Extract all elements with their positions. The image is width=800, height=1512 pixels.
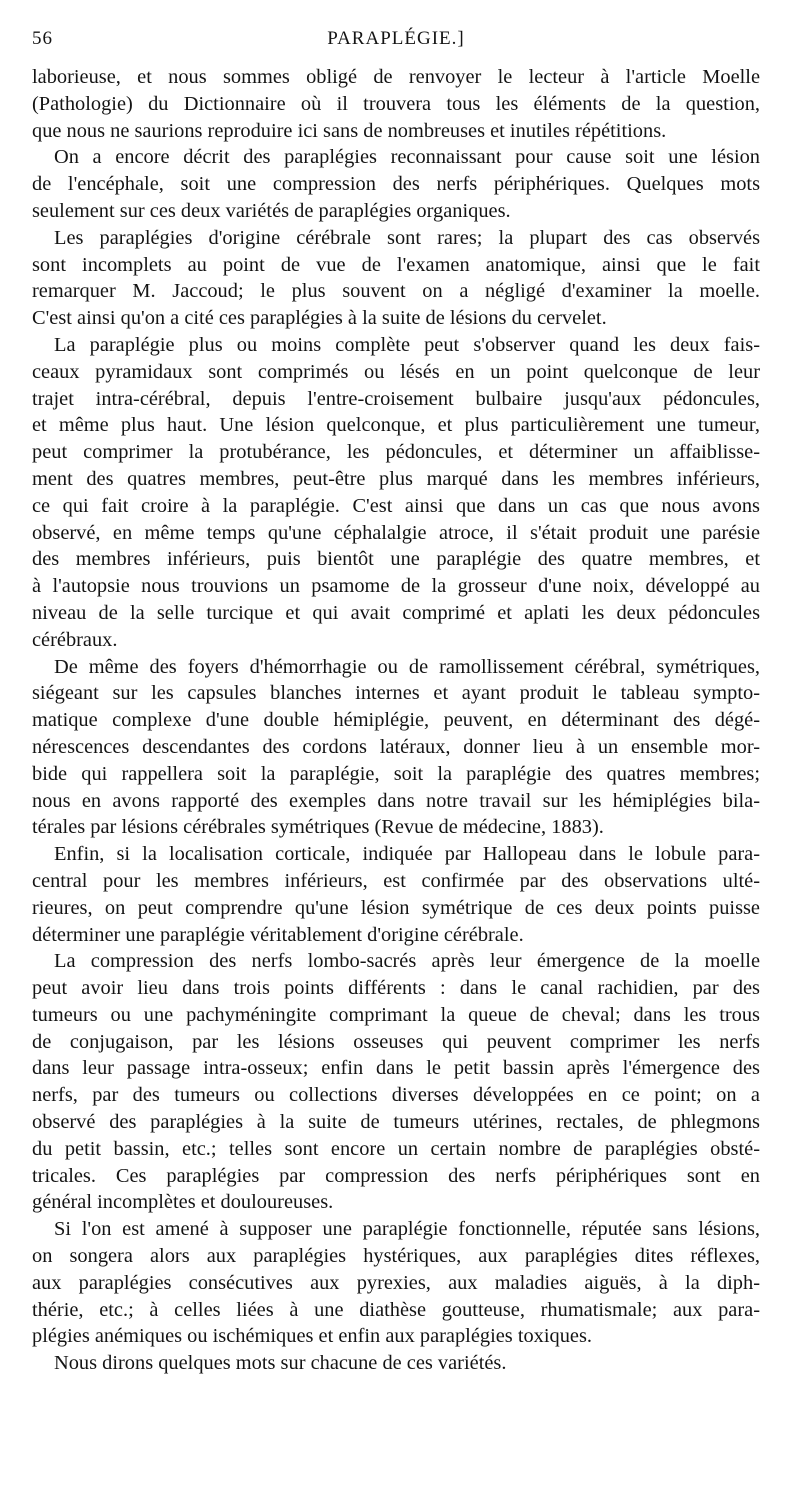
text-line: aux paraplégies consécutives aux pyrexies, aux maladies aiguës, à la diph- bbox=[32, 1271, 760, 1294]
text-line: De même des foyers d'hémorrhagie ou de ramollissement cérébral, symétriques, bbox=[54, 655, 760, 678]
text-line: de conjugaison, par les lésions osseuses qui peuvent comprimer les nerfs bbox=[32, 1030, 760, 1053]
text-line: ceaux pyramidaux sont comprimés ou lésés en un point quelconque de leur bbox=[32, 360, 760, 383]
text-line: peut comprimer la protubérance, les pédoncules, et déterminer un affaiblisse- bbox=[32, 441, 760, 464]
text-line: matique complexe d'une double hémiplégie, peuvent, en déterminant des dégé- bbox=[32, 709, 760, 732]
text-line: des membres inférieurs, puis bientôt une paraplégie des quatre membres, et bbox=[32, 548, 760, 571]
text-line: niveau de la selle turcique et qui avait comprimé et aplati les deux pédoncules bbox=[32, 601, 760, 624]
text-line: tricales. Ces paraplégies par compression des nerfs périphériques sont en bbox=[32, 1164, 760, 1187]
text-line: La paraplégie plus ou moins complète peut s'observer quand les deux fais- bbox=[54, 333, 760, 356]
text-line: On a encore décrit des paraplégies reconnaissant pour cause soit une lésion bbox=[54, 146, 760, 169]
text-line: sont incomplets au point de vue de l'examen anatomique, ainsi que le fait bbox=[32, 253, 760, 276]
text-line: de l'encéphale, soit une compression des nerfs périphériques. Quelques mots bbox=[32, 173, 760, 196]
text-line: Nous dirons quelques mots sur chacune de ces variétés. bbox=[54, 1352, 507, 1375]
text-line: Si l'on est amené à supposer une paraplégie fonctionnelle, réputée sans lésions, bbox=[54, 1218, 760, 1241]
text-line: rieures, on peut comprendre qu'une lésion symétrique de ces deux points puisse bbox=[32, 896, 760, 919]
paragraph bbox=[32, 654, 760, 842]
text-line: seulement sur ces deux variétés de paraplégies organiques. bbox=[32, 199, 511, 222]
paragraph bbox=[32, 332, 760, 654]
text-line: térales par lésions cérébrales symétriques (Revue de médecine, 1883). bbox=[32, 816, 604, 839]
paragraph bbox=[32, 948, 760, 1216]
text-line: déterminer une paraplégie véritablement d'origine cérébrale. bbox=[32, 923, 524, 946]
text-line: cérébraux. bbox=[32, 628, 118, 651]
paragraph bbox=[32, 144, 760, 224]
paragraph bbox=[32, 841, 760, 948]
text-line: que nous ne saurions reproduire ici sans de nombreuses et inutiles répétitions. bbox=[32, 119, 667, 142]
paragraph bbox=[32, 64, 760, 144]
page-body bbox=[32, 64, 760, 1377]
text-line: nous en avons rapporté des exemples dans notre travail sur les hémiplégies bila- bbox=[32, 789, 760, 812]
text-line: on songera alors aux paraplégies hystériques, aux paraplégies dites réflexes, bbox=[32, 1245, 760, 1268]
text-line: du petit bassin, etc.; telles sont encore un certain nombre de paraplégies obsté- bbox=[32, 1137, 760, 1160]
text-line: laborieuse, et nous sommes obligé de renvoyer le lecteur à l'article Moelle bbox=[32, 66, 760, 88]
text-line: Enfin, si la localisation corticale, indiquée par Hallopeau dans le lobule para- bbox=[54, 843, 760, 866]
text-line: bide qui rappellera soit la paraplégie, soit la paraplégie des quatres membres; bbox=[32, 762, 760, 785]
text-line: thérie, etc.; à celles liées à une diathèse goutteuse, rhumatismale; aux para- bbox=[32, 1298, 760, 1321]
text-line: tumeurs ou une pachyméningite comprimant la queue de cheval; dans les trous bbox=[32, 1003, 760, 1026]
text-line: La compression des nerfs lombo-sacrés après leur émergence de la moelle bbox=[54, 950, 760, 973]
paragraph bbox=[32, 225, 760, 332]
text-line: siégeant sur les capsules blanches internes et ayant produit le tableau sympto- bbox=[32, 682, 760, 705]
paragraph bbox=[32, 1350, 760, 1377]
page-number: 56 bbox=[32, 28, 53, 49]
text-line: nerfs, par des tumeurs ou collections diverses développées en ce point; on a bbox=[32, 1084, 760, 1107]
text-line: général incomplètes et douloureuses. bbox=[32, 1191, 334, 1214]
text-line: et même plus haut. Une lésion quelconque, et plus particulièrement une tumeur, bbox=[32, 414, 760, 437]
text-line: C'est ainsi qu'on a cité ces paraplégies à la suite de lésions du cervelet. bbox=[32, 307, 607, 330]
text-line: peut avoir lieu dans trois points différents : dans le canal rachidien, par des bbox=[32, 977, 760, 1000]
text-line: dans leur passage intra-osseux; enfin dans le petit bassin après l'émergence des bbox=[32, 1057, 760, 1080]
text-line: ce qui fait croire à la paraplégie. C'est ainsi que dans un cas que nous avons bbox=[32, 494, 760, 517]
text-line: Les paraplégies d'origine cérébrale sont rares; la plupart des cas observés bbox=[54, 226, 760, 249]
text-line: à l'autopsie nous trouvions un psamome de la grosseur d'une noix, développé au bbox=[32, 575, 760, 598]
text-line: observé, en même temps qu'une céphalalgie atroce, il s'était produit une parésie bbox=[32, 521, 760, 544]
text-line: central pour les membres inférieurs, est confirmée par des observations ulté- bbox=[32, 869, 760, 892]
text-line: trajet intra-cérébral, depuis l'entre-croisement bulbaire jusqu'aux pédoncules, bbox=[32, 387, 760, 410]
text-line: nérescences descendantes des cordons latéraux, donner lieu à un ensemble mor- bbox=[32, 735, 760, 758]
text-line: remarquer M. Jaccoud; le plus souvent on a négligé d'examiner la moelle. bbox=[32, 280, 760, 303]
paragraph bbox=[32, 1216, 760, 1350]
text-line: ment des quatres membres, peut-être plus marqué dans les membres inférieurs, bbox=[32, 467, 760, 490]
page-header bbox=[32, 26, 760, 56]
text-line: plégies anémiques ou ischémiques et enfin aux paraplégies toxiques. bbox=[32, 1325, 593, 1348]
text-line: observé des paraplégies à la suite de tumeurs utérines, rectales, de phlegmons bbox=[32, 1111, 760, 1134]
text-line: (Pathologie) du Dictionnaire où il trouvera tous les éléments de la question, bbox=[32, 92, 760, 115]
running-title: PARAPLÉGIE.] bbox=[327, 28, 465, 49]
